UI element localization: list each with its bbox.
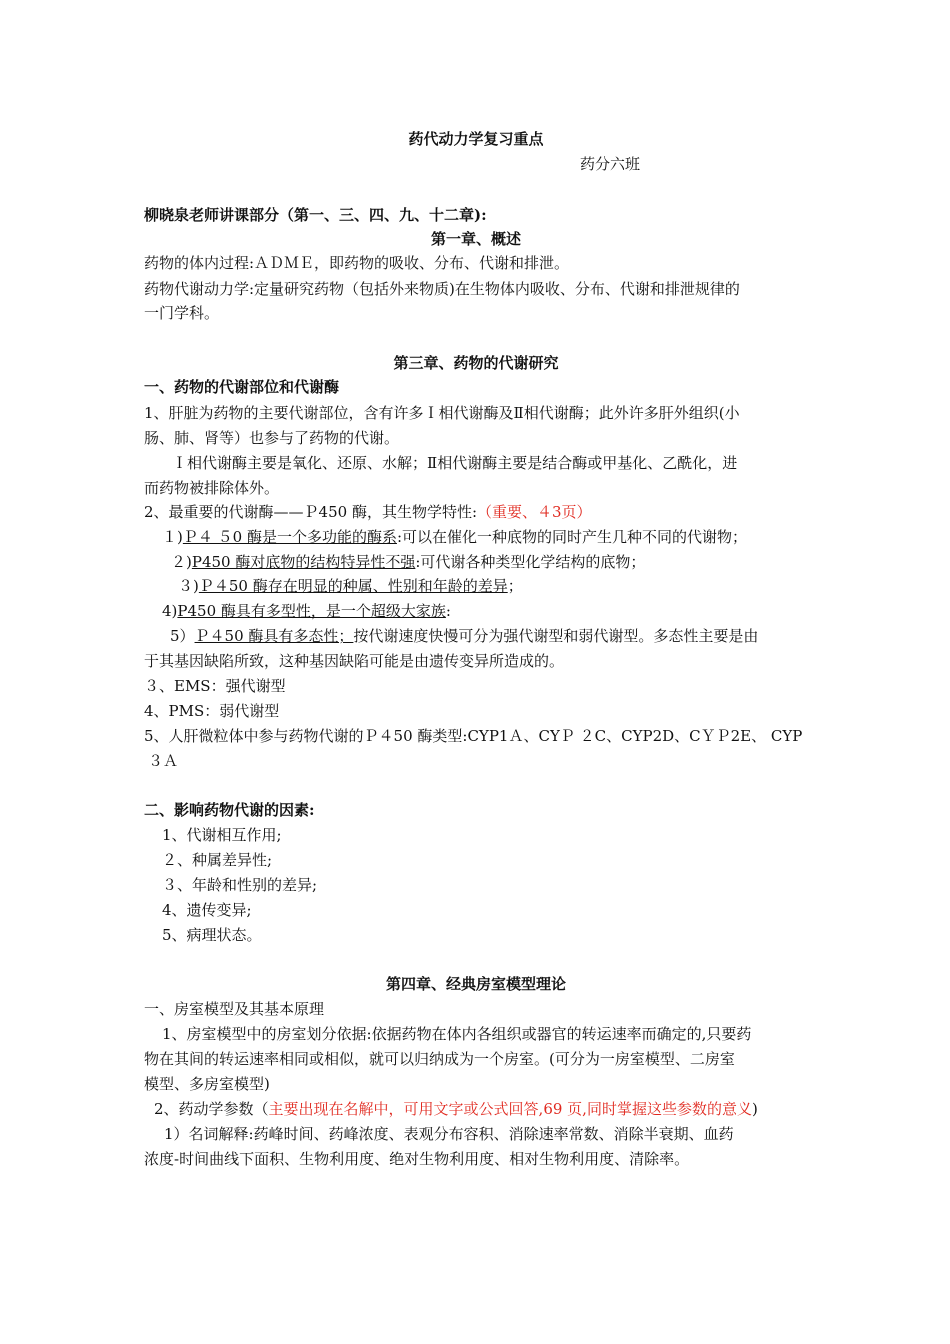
p450-property-2-desc: :可代谢各种类型化学结构的底物； xyxy=(415,553,646,571)
p450-property-3-num: ３) xyxy=(178,577,199,595)
p450-property-1-num: １) xyxy=(162,528,183,546)
ch4-item2-text: 2、药动学参数（ xyxy=(154,1100,269,1118)
factor-5: 5、病理状态。 xyxy=(162,926,262,944)
chapter1-heading: 第一章、概述 xyxy=(430,230,521,248)
ch3-item3: ３、EMS：强代谢型 xyxy=(144,677,286,695)
ch3-item1-line3: Ｉ相代谢酶主要是氧化、还原、水解；Ⅱ相代谢酶主要是结合酶或甲基化、乙酰化，进 xyxy=(172,454,738,472)
ch4-item2-sub1-line1: 1）名词解释:药峰时间、药峰浓度、表观分布容积、消除速率常数、消除半衰期、血药 xyxy=(164,1125,734,1143)
p450-property-3 xyxy=(178,574,523,598)
p450-property-5-desc: 按代谢速度快慢可分为强代谢型和弱代谢型。多态性主要是由 xyxy=(353,627,759,645)
p450-property-4 xyxy=(162,599,451,623)
ch3-item2-text: 2、最重要的代谢酶——Ｐ450 酶，其生物学特性: xyxy=(144,503,477,521)
chapter3-heading: 第三章、药物的代谢研究 xyxy=(393,354,559,372)
p450-property-1-key: Ｐ４ ５0 酶是一个多功能的酶系 xyxy=(182,528,397,546)
ch3-item5-line2: ３Ａ xyxy=(148,752,179,770)
p450-property-3-key: Ｐ４50 酶存在明显的种属、性别和年龄的差异 xyxy=(198,577,508,595)
p450-property-5 xyxy=(170,624,758,648)
p450-property-1 xyxy=(162,525,747,549)
p450-property-5-key: Ｐ４50 酶具有多态性； xyxy=(194,627,354,645)
chapter1-para2-line2: 一门学科。 xyxy=(144,304,220,322)
section-teacher-heading: 柳晓泉老师讲课部分（第一、三、四、九、十二章): xyxy=(144,206,487,224)
chapter3-section2-heading: 二、影响药物代谢的因素: xyxy=(144,801,315,819)
ch4-item2-note: 主要出现在名解中，可用文字或公式回答,69 页,同时掌握这些参数的意义 xyxy=(268,1100,752,1118)
ch3-item1-line2: 肠、肺、肾等）也参与了药物的代谢。 xyxy=(144,429,400,447)
p450-property-2-key: P450 酶对底物的结构特异性不强 xyxy=(191,553,416,571)
factor-2: ２、种属差异性; xyxy=(162,851,273,869)
ch4-item1-line1: 1、房室模型中的房室划分依据:依据药物在体内各组织或器官的转运速率而确定的,只要药 xyxy=(162,1025,752,1043)
p450-property-4-desc: : xyxy=(445,602,451,620)
ch4-item2-close: ) xyxy=(751,1100,758,1118)
ch3-item5-line1: 5、人肝微粒体中参与药物代谢的Ｐ４50 酶类型:CYP1Ａ、CYＰ ２C、CYP2D、CＹＰ2E、 CYP xyxy=(144,727,803,745)
ch4-item1-line3: 模型、多房室模型) xyxy=(144,1075,270,1093)
chapter1-para2-line1: 药物代谢动力学:定量研究药物（包括外来物质)在生物体内吸收、分布、代谢和排泄规律的 xyxy=(144,280,740,298)
p450-property-3-desc: ； xyxy=(507,577,523,595)
p450-property-5-cont: 于其基因缺陷所致，这种基因缺陷可能是由遗传变异所造成的。 xyxy=(144,652,565,670)
p450-property-5-num: 5） xyxy=(170,627,195,645)
factor-4: 4、遗传变异; xyxy=(162,901,252,919)
ch4-item1-line2: 物在其间的转运速率相同或相似，就可以归纳成为一个房室。(可分为一房室模型、二房室 xyxy=(144,1050,735,1068)
ch3-item1-line4: 而药物被排除体外。 xyxy=(144,479,280,497)
ch3-item2 xyxy=(144,500,592,524)
chapter4-heading: 第四章、经典房室模型理论 xyxy=(385,975,566,993)
factor-3: ３、年龄和性别的差异; xyxy=(162,876,318,894)
p450-property-4-num: 4) xyxy=(162,602,178,620)
chapter1-para1: 药物的体内过程:ＡＤＭＥ，即药物的吸收、分布、代谢和排泄。 xyxy=(144,254,570,272)
ch3-item1-line1: 1、肝脏为药物的主要代谢部位，含有许多Ｉ相代谢酶及Ⅱ相代谢酶；此外许多肝外组织(小 xyxy=(144,404,740,422)
ch3-item2-note: （重要、４3页） xyxy=(477,503,592,521)
ch4-item2-sub1-line2: 浓度-时间曲线下面积、生物利用度、绝对生物利用度、相对生物利用度、清除率。 xyxy=(144,1150,690,1168)
ch4-item2 xyxy=(154,1097,758,1121)
factor-1: 1、代谢相互作用; xyxy=(162,826,282,844)
document-title: 药代动力学复习重点 xyxy=(408,130,544,148)
p450-property-2-num: ２) xyxy=(171,553,192,571)
p450-property-2 xyxy=(171,550,645,574)
p450-property-1-desc: :可以在催化一种底物的同时产生几种不同的代谢物； xyxy=(396,528,748,546)
chapter3-section1-heading: 一、药物的代谢部位和代谢酶 xyxy=(144,378,340,396)
class-name: 药分六班 xyxy=(580,155,641,173)
chapter4-section1-heading: 一、房室模型及其基本原理 xyxy=(144,1000,325,1018)
p450-property-4-key: P450 酶具有多型性，是一个超级大家族 xyxy=(177,602,446,620)
ch3-item4: 4、PMS：弱代谢型 xyxy=(144,702,280,720)
